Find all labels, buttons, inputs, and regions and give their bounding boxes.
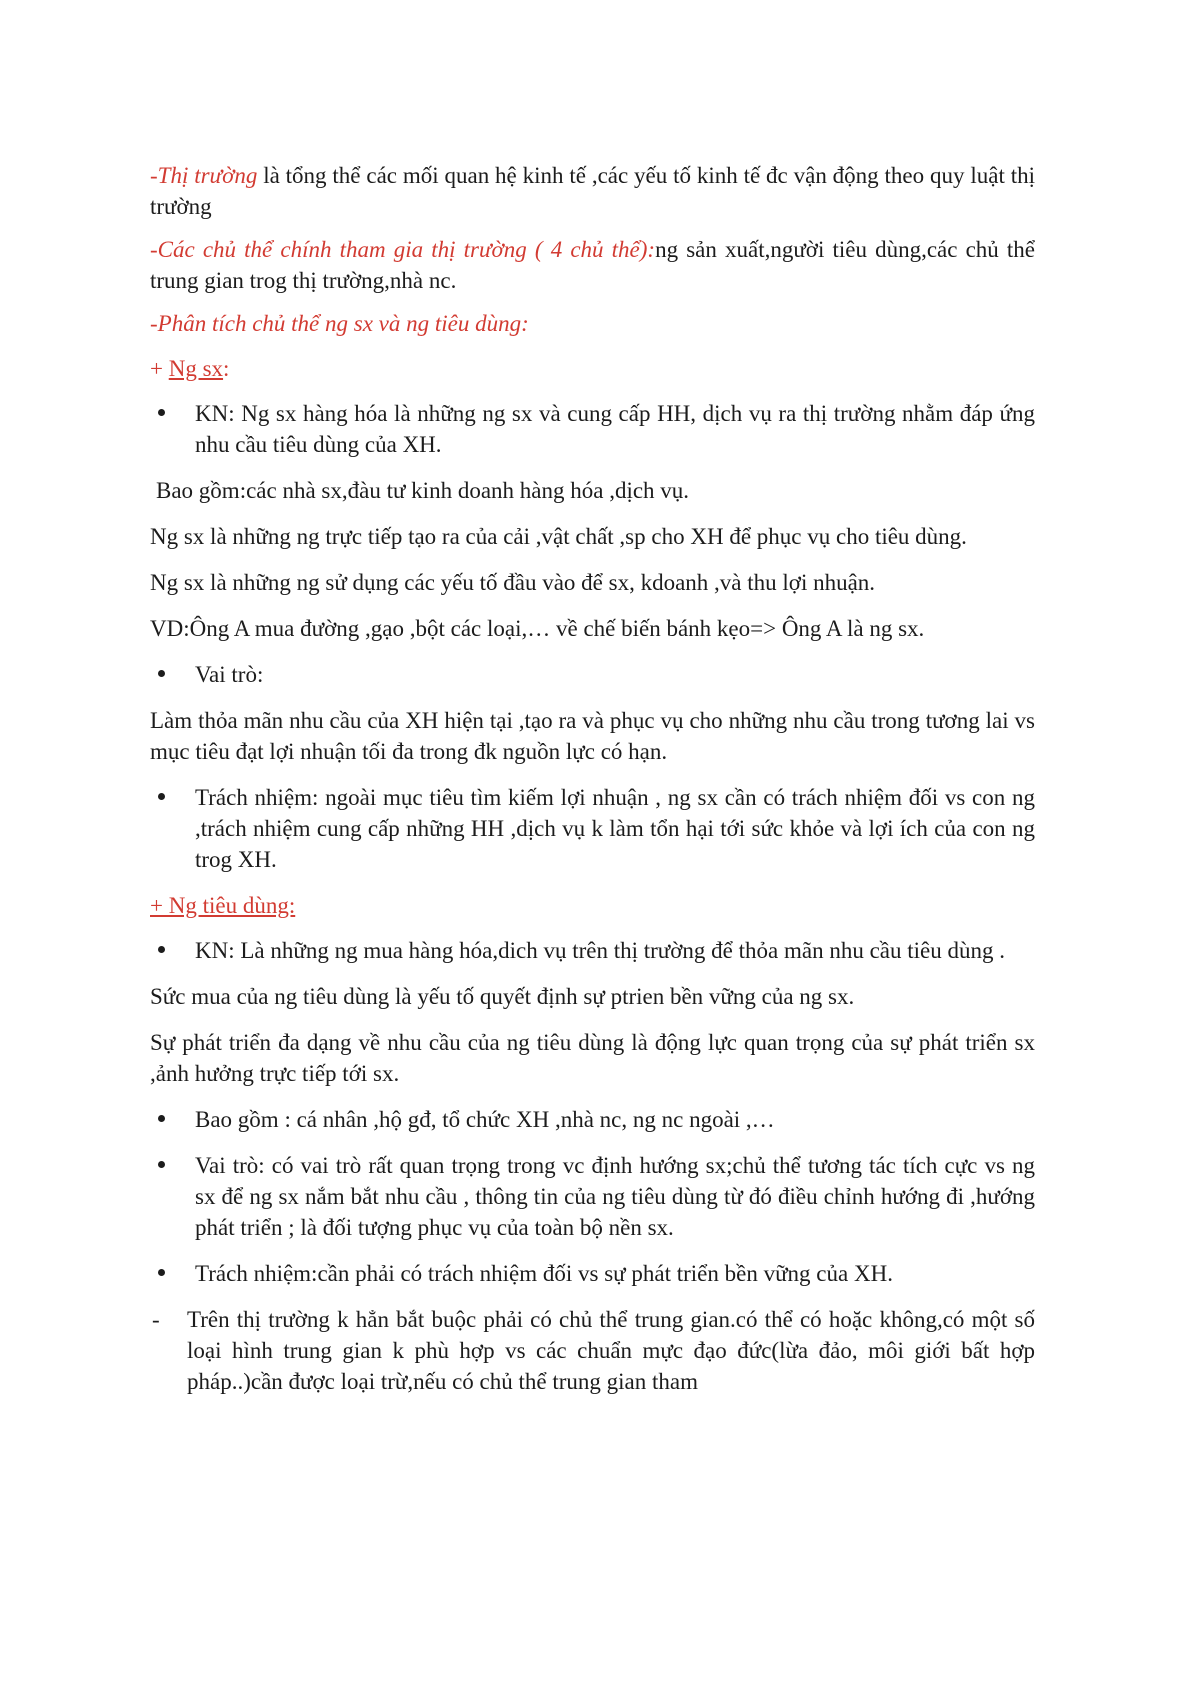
heading-ng-sx [150,353,1035,384]
bullet-text: Trách nhiệm:cần phải có trách nhiệm đối vs sự phát triển bền vững của XH. [195,1261,893,1286]
bullet-dot-icon [158,409,165,416]
term-main-actors: -Các chủ thể chính tham gia thị trường ( 4 chủ thể): [150,237,656,262]
document-body [150,160,1035,1397]
paragraph-sx-su-dung: Ng sx là những ng sử dụng các yếu tố đầu vào để sx, kdoanh ,và thu lợi nhuận. [150,570,876,595]
bullet-text: Bao gồm : cá nhân ,hộ gđ, tổ chức XH ,nhà nc, ng nc ngoài ,… [195,1107,775,1132]
paragraph-vai-tro-sx: Làm thỏa mãn nhu cầu của XH hiện tại ,tạo ra và phục vụ cho những nhu cầu trong tương lai vs mục tiêu đạt lợi nhuận tối đa trong đk nguồn lực có hạn. [150,708,1035,764]
heading-ng-sx-label: Ng sx [168,356,224,381]
bullet-dot-icon [158,1115,165,1122]
paragraph-phat-trien: Sự phát triển đa dạng về nhu cầu của ng tiêu dùng là động lực quan trọng của sự phát triển sx ,ảnh hưởng trực tiếp tới sx. [150,1030,1035,1086]
bullet-trach-nhiem-td [150,1258,1035,1289]
dash-text: Trên thị trường k hẳn bắt buộc phải có chủ thể trung gian.có thể có hoặc không,có một số loại hình trung gian k phù hợp vs các chuẩn mực đạo đức(lừa đảo, môi giới bất hợp pháp..)cần được loại trừ,nếu có chủ thể trung gian tham [187,1307,1035,1394]
bullet-text: KN: Ng sx hàng hóa là những ng sx và cung cấp HH, dịch vụ ra thị trường nhằm đáp ứng nhu cầu tiêu dùng của XH. [195,401,1035,457]
bullet-bao-gom-td [150,1104,1035,1135]
definition-text: là tổng thể các mối quan hệ kinh tế ,các yếu tố kinh tế đc vận động theo quy luật thị trường [150,163,1035,219]
bullet-kn-tieu-dung [150,935,1035,966]
bullet-dot-icon [158,670,165,677]
paragraph-suc-mua: Sức mua của ng tiêu dùng là yếu tố quyết định sự ptrien bền vững của ng sx. [150,984,855,1009]
bullet-dot-icon [158,946,165,953]
dash-item-trung-gian [150,1304,1035,1397]
paragraph-vd: VD:Ông A mua đường ,gạo ,bột các loại,… về chế biến bánh kẹo=> Ông A là ng sx. [150,616,925,641]
paragraph-sx-tao-ra: Ng sx là những ng trực tiếp tạo ra của cải ,vật chất ,sp cho XH để phục vụ cho tiêu dùng. [150,524,967,549]
dash-mark: - [152,1307,160,1332]
heading-ng-sx-colon: : [223,356,230,381]
bullet-vai-tro-sx [150,659,1035,690]
heading-analysis: -Phân tích chủ thể ng sx và ng tiêu dùng: [150,311,529,336]
paragraph-main-actors [150,234,1035,296]
bullet-trach-nhiem-sx [150,782,1035,875]
paragraph-bao-gom-sx: Bao gồm:các nhà sx,đàu tư kinh doanh hàng hóa ,dịch vụ. [156,478,690,503]
bullet-kn-sx [150,398,1035,460]
main-actors-text: ng sản xuất,người tiêu dùng,các chủ thể trung gian trog thị trường,nhà nc. [150,237,1036,293]
bullet-vai-tro-td [150,1150,1035,1243]
paragraph-market-definition [150,160,1035,222]
bullet-text: Vai trò: [195,662,264,687]
bullet-dot-icon [158,1269,165,1276]
heading-ng-sx-plus: + [150,356,169,381]
heading-ng-tieu-dung: + Ng tiêu dùng: [150,893,296,918]
bullet-text: KN: Là những ng mua hàng hóa,dich vụ trên thị trường để thỏa mãn nhu cầu tiêu dùng . [195,938,1005,963]
bullet-dot-icon [158,1161,165,1168]
bullet-text: Trách nhiệm: ngoài mục tiêu tìm kiếm lợi nhuận , ng sx cần có trách nhiệm đối vs con ng ,trách nhiệm cung cấp những HH ,dịch vụ k làm tổn hại tới sức khỏe và lợi ích của con ng trog XH. [195,785,1035,872]
bullet-dot-icon [158,793,165,800]
term-thi-truong: -Thị trường [150,163,258,188]
bullet-text: Vai trò: có vai trò rất quan trọng trong vc định hướng sx;chủ thể tương tác tích cực vs ng sx để ng sx nắm bắt nhu cầu , thông tin của ng tiêu dùng từ đó điều chỉnh hướng đi ,hướng phát triển ; là đối tượng phục vụ của toàn bộ nền sx. [195,1153,1035,1240]
